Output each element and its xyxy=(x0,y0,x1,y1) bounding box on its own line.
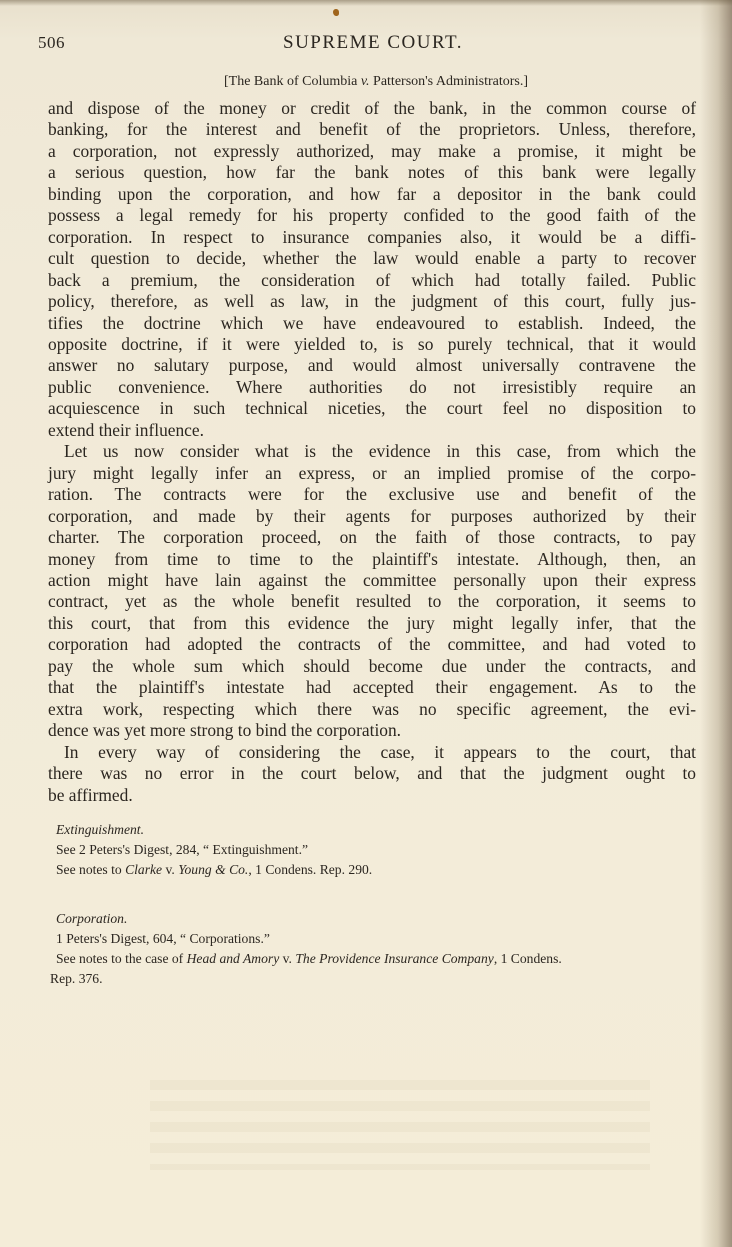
text-line: a corporation, not expressly authorized, may make a promise, it might be xyxy=(48,140,696,161)
case-caption xyxy=(0,74,732,90)
case-caption-pre: [The Bank of Columbia xyxy=(223,74,361,89)
text-line: banking, for the interest and benefit of the proprietors. Unless, therefore, xyxy=(48,119,696,140)
reporter-notes xyxy=(50,820,696,1018)
text-line: policy, therefore, as well as law, in the judgment of this court, fully jus- xyxy=(48,291,696,312)
note-citation: 1 Peters's Digest, 604, “ Corporations.” xyxy=(56,931,270,946)
text-line: a serious question, how far the bank notes of this bank were legally xyxy=(48,162,696,183)
text-line: be affirmed. xyxy=(48,784,133,805)
note-corporation xyxy=(50,909,696,989)
case-party: The Providence Insurance Company xyxy=(295,951,494,966)
note-heading: Extinguishment. xyxy=(56,822,144,837)
note-citation xyxy=(56,949,696,969)
case-caption-post: Patterson's Administrators.] xyxy=(369,74,529,89)
text-line: action might have lain against the committee personally upon their express xyxy=(48,569,696,590)
text-line: contract, yet as the whole benefit resulted to the corporation, it seems to xyxy=(48,591,696,612)
text-line: back a premium, the consideration of which had totally failed. Public xyxy=(48,269,696,290)
paragraph-2 xyxy=(48,441,696,741)
note-citation: See 2 Peters's Digest, 284, “ Extinguishment.” xyxy=(56,842,309,857)
text-line: public convenience. Where authorities do not irresistibly require an xyxy=(48,376,696,397)
text-line: money from time to time to the plaintiff's intestate. Although, then, an xyxy=(48,548,696,569)
note-text: , 1 Condens. Rep. 290. xyxy=(248,862,373,877)
case-party: Head and Amory xyxy=(186,951,280,966)
note-text: v. xyxy=(279,951,296,966)
text-line: tifies the doctrine which we have endeavoured to establish. Indeed, the xyxy=(48,312,696,333)
text-line: that the plaintiff's intestate had accepted their engagement. As to the xyxy=(48,677,696,698)
text-line: binding upon the corporation, and how far a depositor in the bank could xyxy=(48,183,696,204)
paragraph-3 xyxy=(48,742,696,806)
text-line: charter. The corporation proceed, on the faith of those contracts, to pay xyxy=(48,527,696,548)
text-line: pay the whole sum which should become due under the contracts, and xyxy=(48,655,696,676)
text-line: Let us now consider what is the evidence in this case, from which the xyxy=(64,441,696,462)
case-party: Young & Co. xyxy=(178,862,249,877)
text-line: ration. The contracts were for the exclusive use and benefit of the xyxy=(48,484,696,505)
page-top-shadow xyxy=(0,0,732,6)
text-line: this court, that from this evidence the jury might legally infer, that the xyxy=(48,612,696,633)
case-party: Clarke xyxy=(125,862,163,877)
note-citation xyxy=(56,860,696,880)
running-title: SUPREME COURT. xyxy=(283,32,463,53)
note-citation-continued: Rep. 376. xyxy=(50,971,103,986)
note-extinguishment xyxy=(56,820,696,880)
note-text: , 1 Condens. xyxy=(493,951,562,966)
paragraph-1 xyxy=(48,98,696,441)
note-text: See notes to the case of xyxy=(56,951,187,966)
page-number: 506 xyxy=(38,33,65,52)
text-line: there was no error in the court below, and that the judgment ought to xyxy=(48,763,696,784)
case-caption-versus: v. xyxy=(360,74,370,89)
text-line: corporation, and made by their agents for purposes authorized by their xyxy=(48,505,696,526)
note-heading: Corporation. xyxy=(56,911,128,926)
text-line: opposite doctrine, if it were yielded to, is so purely technical, that it would xyxy=(48,333,696,354)
text-line: acquiescence in such technical niceties, the court feel no disposition to xyxy=(48,398,696,419)
text-line: possess a legal remedy for his property confided to the good faith of the xyxy=(48,205,696,226)
text-line: jury might legally infer an express, or an implied promise of the corpo- xyxy=(48,462,696,483)
text-line: corporation. In respect to insurance companies also, it would be a diffi- xyxy=(48,226,696,247)
running-head xyxy=(38,30,668,56)
text-line: extra work, respecting which there was no specific agreement, the evi- xyxy=(48,698,696,719)
opinion-body xyxy=(48,98,696,806)
text-line: corporation had adopted the contracts of the committee, and had voted to xyxy=(48,634,696,655)
text-line: and dispose of the money or credit of the bank, in the common course of xyxy=(48,98,696,118)
text-line: dence was yet more strong to bind the corporation. xyxy=(48,720,402,741)
text-line: extend their influence. xyxy=(48,419,204,440)
note-text: v. xyxy=(162,862,179,877)
text-line: cult question to decide, whether the law would enable a party to recover xyxy=(48,248,696,269)
ink-blot-mark xyxy=(333,9,339,16)
text-line: In every way of considering the case, it appears to the court, that xyxy=(64,741,696,762)
text-line: answer no salutary purpose, and would almost universally contravene the xyxy=(48,355,696,376)
note-text: See notes to xyxy=(56,862,126,877)
show-through-from-reverse xyxy=(150,1080,650,1170)
